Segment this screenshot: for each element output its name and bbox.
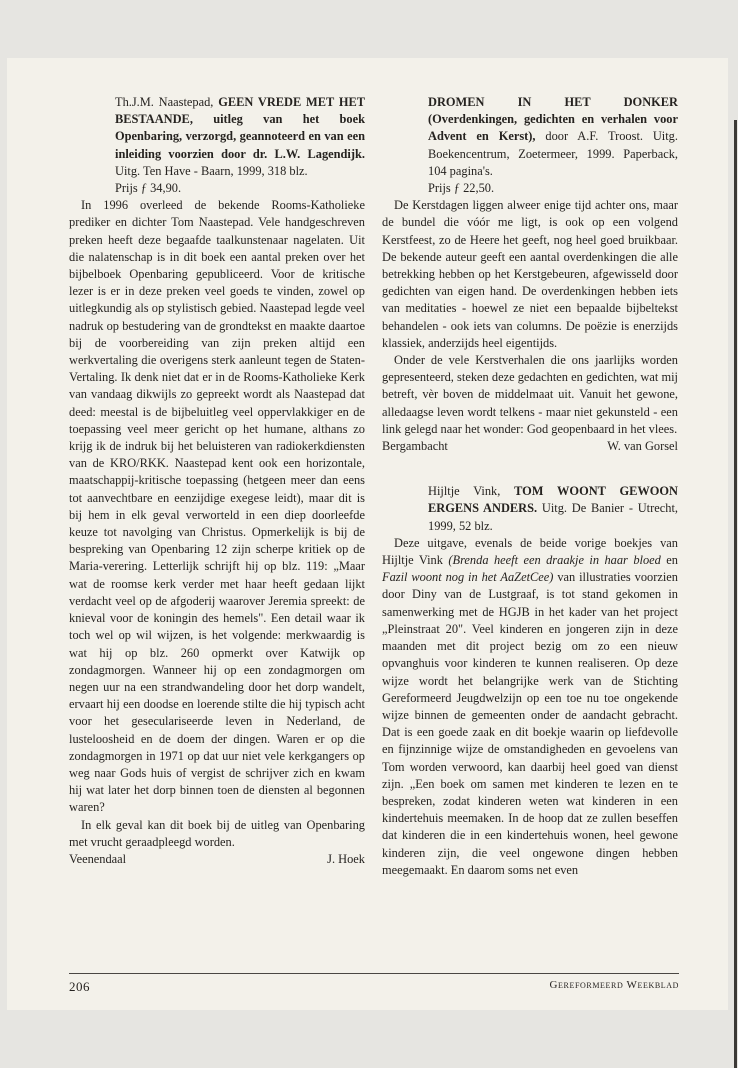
book-title: (Brenda heeft een draakje in haar bloed [448,553,661,568]
review-author: Th.J.M. Naastepad, [115,95,214,109]
magazine-title: Gereformeerd Weekblad [549,979,679,991]
reviewer-signature [69,851,365,868]
review-paragraph: De Kerstdagen liggen alweer enige tijd achter ons, maar de bundel die vóór me ligt, is ook op een volgend Kerstfeest, zo de Heere het geeft, nog heel goed bruikbaar. De bekende auteur geeft een aantal overdenkingen die alle betrekking hebben op het Kerstgebeuren, afgewisseld door gedichten van eigen hand. De overdenkingen hebben iets van meditaties - hoewel ze niet een bepaalde bijbeltekst behandelen - ook iets van columns. De poëzie is enerzijds klassiek, anderzijds heel eigentijds. [382,198,678,350]
paragraph-text: van illustraties voorzien door Diny van de Lustgraaf, is tot stand gekomen in samenwerking met de HGJB in het kader van het project „Pleinstraat 20". Veel kinderen en jongeren zijn in deze maanden met dit project bezig om zo een nieuw opvanghuis voor kinderen te kunnen realiseren. Op deze wijze wordt het belangrijke werk van de Stichting Gereformeerd Jeugdwelzijn op een toe nu toe ongekende wijze binnen de gemeenten onder de aandacht gebracht. Dat is een goede zaak en dit boekje waarin op liefdevolle en fijnzinnige wijze de omstandigheden en gevoelens van Tom worden verwoord, kan daarbij heel goed van dienst zijn. „Een boek om samen met kinderen te lezen en te bespreken, zodat kinderen weten wat kinderen in een kindertehuis meemaken. In de hoop dat ze zullen beseffen dat kinderen die in een kindertehuis wonen, heel gewone kinderen zijn, die veel ongewone dingen hebben meegemaakt. En daarom soms net even [382,570,678,877]
review-heading [69,94,365,180]
review-paragraph: In 1996 overleed de bekende Rooms-Katholieke prediker en dichter Tom Naastepad. Vele handgeschreven preken heeft deze begaafde taalkunstenaar nagelaten. Uit die nalatenschap is in dit boek een aantal preken over het bijbelboek Openbaring gepubliceerd. Voor de kritische lezer is er in deze preken veel goeds te vinden, zowel op uitlegkundig als op stylistisch gebied. Naastepad legde veel nadruk op bestudering van de grondtekst en maakte daartoe bij de voorbereiding van zijn preken altijd een werkvertaling die overigens sterk aanleunt tegen de Staten-Vertaling. Ik denk niet dat er in de Rooms-Katholieke Kerk van vandaag dikwijls zo gepreekt wordt als Naastepad dat deed: meestal is de bijbeluitleg veel oppervlakkiger en de toepassing veel meer gericht op het humane, althans zo krijg ik de indruk bij het beluisteren van radiokerkdiensten van de KRO/RKK. Naastepad kent ook een horizontale, maatschappij-kritische toepassing (hetgeen meer dan eens tot aanvechtbare en eenzijdige exegese leidt), maar dit is bij hem in elk geval verworteld in een diep doorleefde keuze tot navolging van Christus. Opmerkelijk is bij de bespreking van Openbaring 12 zijn scherpe kritiek op de Maria-verering. Letterlijk schrijft hij op blz. 119: „Maar wat de roomse kerk verder met haar heeft gedaan lijkt verdacht veel op de afgoderij waarover Jeremia spreekt: de knieval voor de koningin des hemels". Een detail waar ik toch wel op wil wijzen, is het volgende: merkwaardig is wat hij op blz. 260 opmerkt over Katwijk op zondagmorgen. Wanneer hij op een zondagmorgen om negen uur na een strandwandeling door het dorp wandelt, ervaart hij een doodse en loerende stilte die hij typisch acht voor het geseculariseerde leven in Nederland, de lusteloosheid en de doem der dingen. Waren er op die zondagmorgen in 1971 op dat uur niet vele kerkgangers op weg naar Gods huis of vergist de schrijver zich en kwam hij wat later het dorp binnen toen de diensten al begonnen waren? [69,198,365,815]
review-publisher: Uitg. Ten Have - Baarn, 1999, 318 blz. [115,163,308,178]
reviewer-place: Bergambacht [382,439,448,454]
review-paragraph: In elk geval kan dit boek bij de uitleg van Openbaring met vrucht geraadpleegd worden. [69,817,365,849]
book-title: Fazil woont nog in het AaZetCee) [382,570,554,585]
left-column [69,94,365,868]
review-price: Prijs ƒ 34,90. [115,181,182,196]
review-paragraph [382,535,678,879]
reviewer-signature [382,438,678,455]
review-heading [382,483,678,535]
magazine-page [7,58,728,1010]
paragraph-text: en [666,553,678,568]
review-publisher: Uitg. De Banier - Utrecht, 1999, 52 blz. [428,501,678,533]
review-details: door A.F. Troost. Uitg. Boekencentrum, Zoetermeer, 1999. Paperback, 104 pagina's. [428,129,678,178]
book-spine [734,120,737,1068]
paragraph-text: Deze uitgave, evenals de beide vorige boekjes van Hijltje Vink [382,535,678,568]
right-column [382,94,678,879]
reviewer-place: Veenendaal [69,851,127,866]
review-title: TOM WOONT GEWOON ERGENS ANDERS. [428,484,678,516]
review-author: Hijltje Vink, [428,484,501,499]
review-price: Prijs ƒ 22,50. [428,181,495,196]
review-paragraph: Onder de vele Kerstverhalen die ons jaarlijks worden gepresenteerd, steken deze gedachten en gedichten, wat mij betreft, vèr boven de middelmaat uit. Vanuit het gewone, alledaagse leven wordt telkens - maar niet gekunsteld - een link gelegd naar het wonder: God geopenbaard in het vlees. [382,353,678,436]
footer-rule [69,973,679,974]
reviewer-name: J. Hoek [327,851,365,866]
review-heading [382,94,678,180]
page-number: 206 [69,979,90,994]
reviewer-name: W. van Gorsel [607,439,678,454]
review-title: GEEN VREDE MET HET BESTAANDE, uitleg van het boek Openbaring, verzorgd, geannoteerd en van een inleiding voorzien door dr. L.W. Lagendijk. [115,95,365,161]
review-title: DROMEN IN HET DONKER (Overdenkingen, gedichten en verhalen voor Advent en Kerst), [428,95,678,144]
section-gap [382,455,678,483]
